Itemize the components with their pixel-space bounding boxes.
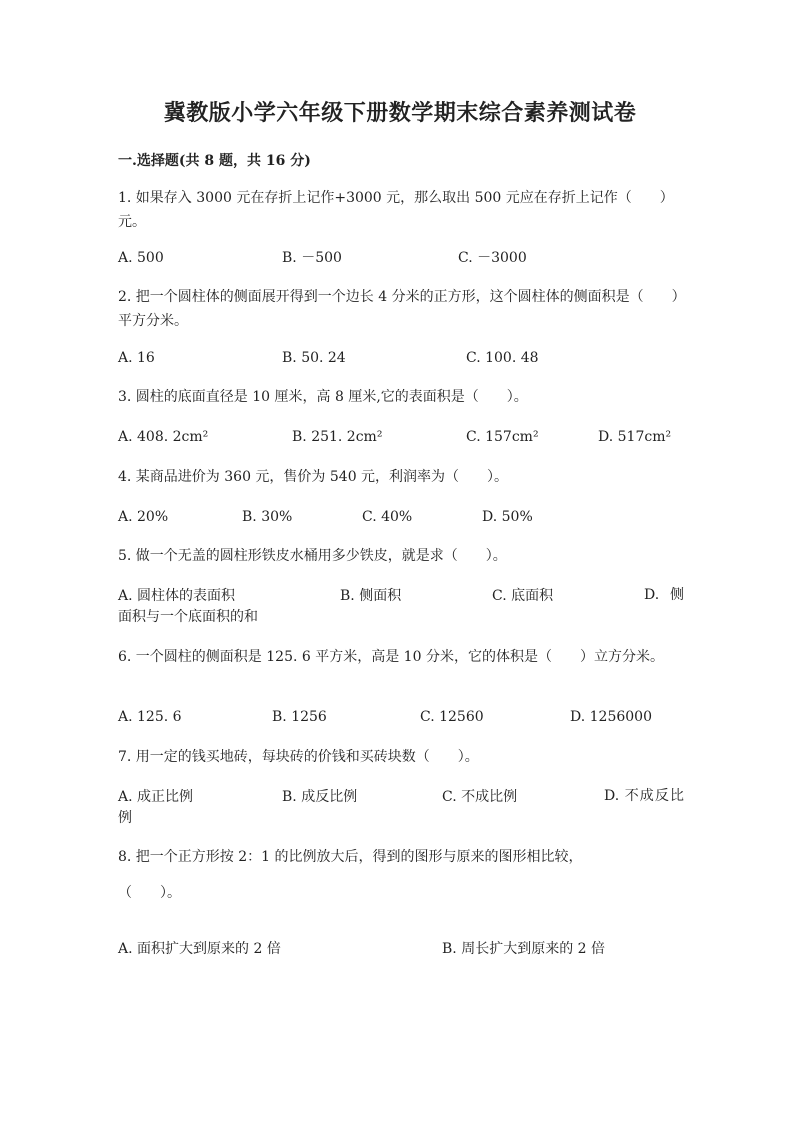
- option-b[interactable]: B. 周长扩大到原来的 2 倍: [442, 941, 605, 957]
- option-d[interactable]: D. 1256000: [570, 709, 652, 725]
- exam-title: 冀教版小学六年级下册数学期末综合素养测试卷: [163, 100, 637, 126]
- question-8-options: [118, 937, 684, 961]
- option-a[interactable]: A. 500: [118, 250, 164, 266]
- option-b[interactable]: B. 30%: [242, 509, 293, 525]
- option-a[interactable]: A. 成正比例: [118, 789, 194, 805]
- section-heading: 一.选择题(共 8 题，共 16 分): [118, 153, 311, 169]
- option-a[interactable]: A. 125. 6: [118, 709, 182, 725]
- option-b[interactable]: B. 251. 2cm²: [292, 429, 383, 445]
- question-6: 6. 一个圆柱的侧面积是 125. 6 平方米，高是 10 分米，它的体积是（ ）立方分米。: [118, 649, 664, 665]
- option-d[interactable]: D. 侧面积与一个底面积的和: [118, 587, 684, 625]
- option-a[interactable]: A. 16: [118, 350, 155, 366]
- option-c[interactable]: C. 40%: [362, 509, 413, 525]
- question-1-options: [118, 246, 684, 270]
- option-c[interactable]: C. 底面积: [492, 588, 554, 604]
- question-5: 5. 做一个无盖的圆柱形铁皮水桶用多少铁皮，就是求（ ）。: [118, 548, 507, 564]
- question-3: 3. 圆柱的底面直径是 10 厘米，高 8 厘米,它的表面积是（ ）。: [118, 389, 528, 405]
- option-b[interactable]: B. 成反比例: [282, 789, 358, 805]
- option-d[interactable]: D. 50%: [482, 509, 533, 525]
- option-b[interactable]: B. 侧面积: [340, 588, 402, 604]
- option-d[interactable]: D. 不成反比例: [118, 788, 684, 826]
- option-b[interactable]: B. 1256: [272, 709, 327, 725]
- question-7: 7. 用一定的钱买地砖，每块砖的价钱和买砖块数（ ）。: [118, 749, 479, 765]
- option-d[interactable]: D. 517cm²: [598, 429, 672, 445]
- question-6-options: [118, 705, 684, 729]
- option-b[interactable]: B. －500: [282, 250, 342, 266]
- option-c[interactable]: C. －3000: [458, 250, 527, 266]
- option-a[interactable]: A. 20%: [118, 509, 169, 525]
- option-b[interactable]: B. 50. 24: [282, 350, 346, 366]
- question-4-options: [118, 505, 684, 529]
- question-8: 8. 把一个正方形按 2：1 的比例放大后，得到的图形与原来的图形相比较，: [118, 849, 583, 865]
- question-8-blank: （ ）。: [118, 885, 181, 901]
- question-2: 2. 把一个圆柱体的侧面展开得到一个边长 4 分米的正方形，这个圆柱体的侧面积是（ ）平方分米。: [118, 289, 679, 329]
- question-4: 4. 某商品进价为 360 元，售价为 540 元，利润率为（ ）。: [118, 469, 509, 485]
- option-a[interactable]: A. 圆柱体的表面积: [118, 588, 236, 604]
- question-2-options: [118, 346, 684, 370]
- option-c[interactable]: C. 12560: [420, 709, 484, 725]
- question-1: 1. 如果存入 3000 元在存折上记作+3000 元，那么取出 500 元应在存折上记作（ ）元。: [118, 190, 674, 230]
- option-c[interactable]: C. 100. 48: [466, 350, 539, 366]
- option-a[interactable]: A. 408. 2cm²: [118, 429, 209, 445]
- option-c[interactable]: C. 157cm²: [466, 429, 539, 445]
- question-3-options: [118, 425, 684, 449]
- option-c[interactable]: C. 不成比例: [442, 789, 518, 805]
- option-a[interactable]: A. 面积扩大到原来的 2 倍: [118, 941, 281, 957]
